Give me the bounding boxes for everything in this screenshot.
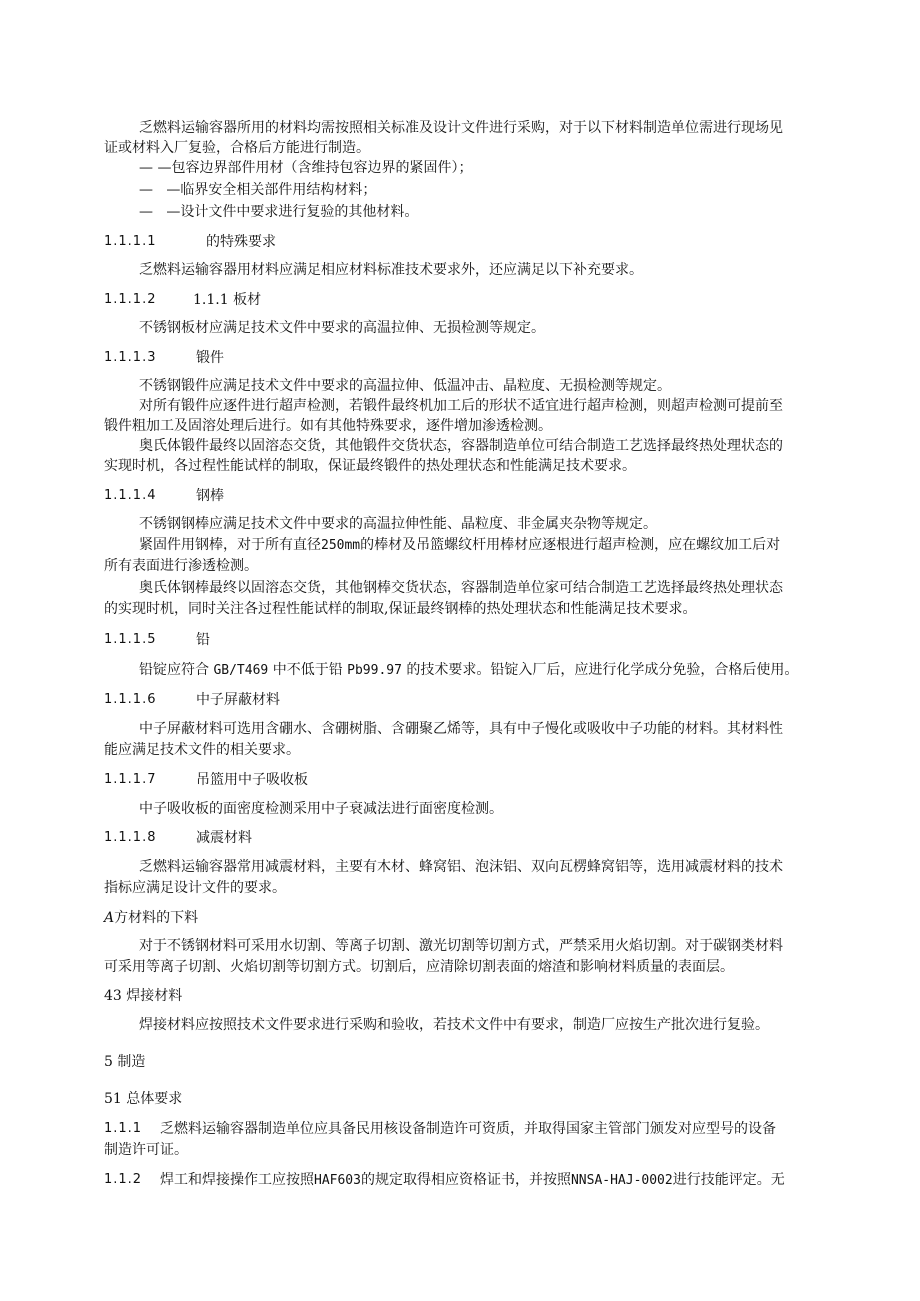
paragraph-line: 所有表面进行渗透检测。 <box>104 558 258 574</box>
paragraph-line: 对于不锈钢材料可采用水切割、等离子切割、激光切割等切割方式，严禁采用火焰切割。对于碳钢类材料 <box>139 938 783 954</box>
list-item <box>139 202 418 222</box>
list-text: —设计文件中要求进行复验的其他材料。 <box>166 204 419 220</box>
chapter-heading: 5 制造 <box>104 1054 146 1070</box>
paragraph-line: 奥氏体锻件最终以固溶态交货，其他锻件交货状态，容器制造单位可结合制造工艺选择最终热处理状态的 <box>139 438 783 454</box>
section-title: 锻件 <box>196 350 224 366</box>
text-run: 的规定取得相应资格证书，并按照 <box>360 1172 571 1188</box>
paragraph-line: 制造许可证。 <box>104 1142 188 1158</box>
paragraph-line: 不锈钢锻件应满足技术文件中要求的高温拉伸、低温冲击、晶粒度、无损检测等规定。 <box>139 378 671 394</box>
intro-line-2: 证或材料入厂复验，合格后方能进行制造。 <box>104 140 370 156</box>
list-text: —临界安全相关部件用结构材料； <box>166 182 377 198</box>
intro-line-1: 乏燃料运输容器所用的材料均需按照相关标准及设计文件进行采购，对于以下材料制造单位需进行现场见 <box>139 120 783 136</box>
section-heading: 51 总体要求 <box>104 1091 183 1107</box>
paragraph-line: 中子屏蔽材料可选用含硼水、含硼树脂、含硼聚乙烯等，具有中子慢化或吸收中子功能的材料。其材料性 <box>139 721 783 737</box>
section-number: 1.1.1.7 <box>104 772 157 787</box>
section-number: 1.1.1.8 <box>104 830 157 845</box>
section-title: 的特殊要求 <box>206 234 276 250</box>
standard-code: NNSA-HAJ-0002 <box>570 1173 673 1188</box>
list-dash: — <box>139 182 153 198</box>
paragraph-line <box>160 1170 785 1191</box>
heading-prefix: A <box>104 910 115 926</box>
paragraph-line: 锻件粗加工及固溶处理后进行。如有其他特殊要求，逐件增加渗透检测。 <box>104 418 552 434</box>
standard-code: GB/T469 <box>213 663 269 678</box>
list-dash: — <box>139 160 153 176</box>
section-number: 1.1.1.4 <box>104 488 157 503</box>
paragraph-line <box>139 535 780 556</box>
section-title: 中子屏蔽材料 <box>196 692 280 708</box>
paragraph-line: 对所有锻件应逐件进行超声检测，若锻件最终机加工后的形状不适宜进行超声检测，则超声检测可提前至 <box>139 398 783 414</box>
section-title: 钢棒 <box>196 488 224 504</box>
section-title: 铅 <box>196 632 210 648</box>
paragraph-line: 焊接材料应按照技术文件要求进行采购和验收，若技术文件中有要求，制造厂应按生产批次进行复验。 <box>139 1017 769 1033</box>
text-run: 中不低于铅 <box>272 662 343 678</box>
text-run: 的技术要求。铅锭入厂后，应进行化学成分免验，合格后使用。 <box>406 662 799 678</box>
section-number: 1.1.1.6 <box>104 692 157 707</box>
paragraph-line: 奥氏体钢棒最终以固溶态交货，其他钢棒交货状态，容器制造单位家可结合制造工艺选择最终热处理状态 <box>139 580 783 596</box>
paragraph-line: 能应满足技术文件的相关要求。 <box>104 742 300 758</box>
list-dash: — <box>139 204 153 220</box>
paragraph-line: 可采用等离子切割、火焰切割等切割方式。切割后，应清除切割表面的熔渣和影响材料质量的表面层。 <box>104 959 734 975</box>
list-item <box>139 158 472 178</box>
paragraph-line: 指标应满足设计文件的要求。 <box>104 880 286 896</box>
section-number: 1.1.1.2 <box>104 292 157 307</box>
section-number: 1.1.1.1 <box>104 234 157 249</box>
paragraph-line: 乏燃料运输容器制造单位应具备民用核设备制造许可资质，并取得国家主管部门颁发对应型号的设备 <box>160 1121 776 1137</box>
section-number: 1.1.1.3 <box>104 350 157 365</box>
text-run: 铅锭应符合 <box>139 662 209 678</box>
paragraph-line: 中子吸收板的面密度检测采用中子衰减法进行面密度检测。 <box>139 801 503 817</box>
list-item <box>139 180 376 200</box>
paragraph-line: 乏燃料运输容器常用减震材料，主要有木材、蜂窝铝、泡沫铝、双向瓦楞蜂窝铝等，选用减震材料的技术 <box>139 859 783 875</box>
grade-code: Pb99.97 <box>347 663 402 678</box>
section-title: 1.1.1 板材 <box>193 292 262 308</box>
clause-number: 1.1.2 <box>104 1172 143 1187</box>
paragraph-line: 实现时机，各过程性能试样的制取，保证最终锻件的热处理状态和性能满足技术要求。 <box>104 458 636 474</box>
section-title: 吊篮用中子吸收板 <box>196 772 308 788</box>
heading-title: 方材料的下料 <box>114 910 199 926</box>
paragraph-line <box>139 660 798 681</box>
standard-code: HAF603 <box>314 1173 361 1188</box>
paragraph-line: 不锈钢钢棒应满足技术文件中要求的高温拉伸性能、晶粒度、非金属夹杂物等规定。 <box>139 516 657 532</box>
text-run: 进行技能评定。无 <box>672 1172 785 1188</box>
text-run: 紧固件用钢棒，对于所有直径 <box>139 537 321 553</box>
clause-number: 1.1.1 <box>104 1121 143 1136</box>
section-title: 减震材料 <box>196 830 252 846</box>
section-heading: 43 焊接材料 <box>104 988 183 1004</box>
section-number: 1.1.1.5 <box>104 632 157 647</box>
text-run: 焊工和焊接操作工应按照 <box>160 1172 314 1188</box>
dimension-value: 250mm <box>321 538 361 553</box>
text-run: 的棒材及吊篮螺纹杆用棒材应逐根进行超声检测，应在螺纹加工后对 <box>360 537 781 553</box>
paragraph-line: 的实现时机，同时关注各过程性能试样的制取,保证最终钢棒的热处理状态和性能满足技术要求。 <box>104 601 697 617</box>
section-heading <box>104 908 198 928</box>
list-text: —包容边界部件用材（含维持包容边界的紧固件）； <box>157 160 473 176</box>
paragraph-line: 不锈钢板材应满足技术文件中要求的高温拉伸、无损检测等规定。 <box>139 320 545 336</box>
paragraph-line: 乏燃料运输容器用材料应满足相应材料标准技术要求外，还应满足以下补充要求。 <box>139 262 643 278</box>
